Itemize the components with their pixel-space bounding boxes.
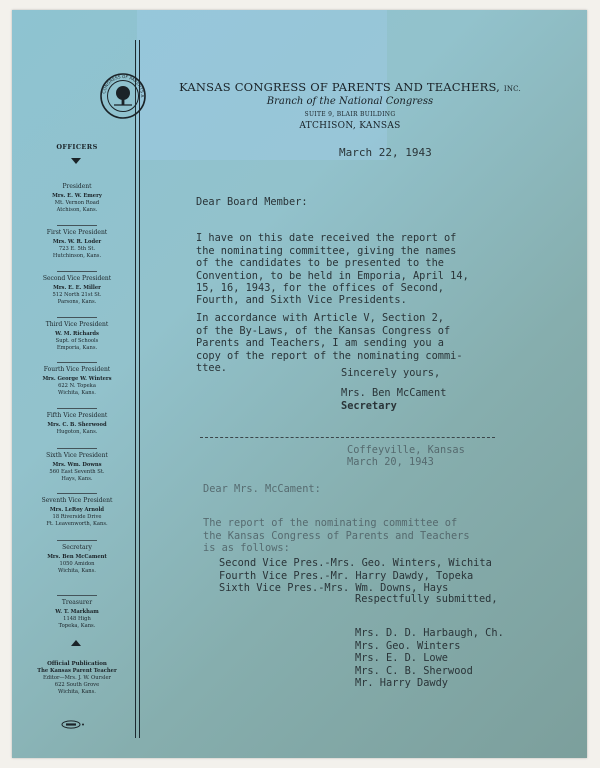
officer-address-line: Supt. of Schools: [55, 338, 99, 344]
officer-block: [20, 183, 134, 214]
officer-role: Third Vice President: [45, 321, 109, 328]
publication-line: 622 South Grove: [54, 682, 100, 688]
officer-block: [20, 544, 134, 575]
officer-separator: [57, 225, 97, 226]
officer-address-line: 1050 Amidon: [59, 561, 95, 567]
officers-heading: OFFICERS: [56, 143, 98, 151]
sidebar-rule-right: [139, 40, 140, 738]
letter-signer-title: Secretary: [341, 400, 397, 412]
officer-name: Mrs. E. E. Miller: [53, 285, 101, 291]
officer-address-line: Parsons, Kans.: [57, 299, 97, 305]
sidebar-rule-left: [135, 40, 136, 738]
officer-address-line: 1148 High: [63, 616, 91, 622]
letterhead-branch: Branch of the National Congress: [266, 96, 434, 107]
triangle-up-icon: [71, 640, 81, 646]
letter-salutation: Dear Board Member:: [196, 196, 308, 208]
officer-role: Fourth Vice President: [43, 366, 111, 373]
officer-block: [20, 275, 134, 306]
publication-heading: Official Publication: [47, 661, 107, 667]
officer-address-line: Wichita, Kans.: [58, 390, 96, 396]
report-intro: The report of the nominating committee of the Kansas Congress of Parents and Teachers is as follows:: [203, 517, 470, 555]
svg-text:CONGRESS OF PARENTS AND TEACHE: CONGRESS OF PARENTS A: [101, 73, 146, 98]
officer-separator: [57, 362, 97, 363]
officer-address-line: Topeka, Kans.: [58, 623, 96, 629]
officer-address-line: 622 N. Topeka: [58, 383, 96, 389]
letterhead-organization: KANSAS CONGRESS OF PARENTS AND TEACHERS, INC.: [179, 80, 521, 94]
officer-separator: [57, 540, 97, 541]
officer-role: Sixth Vice President: [46, 452, 108, 459]
officer-block: [20, 412, 134, 436]
officer-role: Fifth Vice President: [46, 412, 108, 419]
officer-role: First Vice President: [46, 229, 108, 236]
report-date: March 20, 1943: [347, 456, 434, 468]
officer-name: Mrs. George W. Winters: [42, 376, 112, 382]
officer-separator: [57, 493, 97, 494]
officer-name: W. M. Richards: [55, 331, 99, 337]
officer-separator: [57, 408, 97, 409]
report-closing: Respectfully submitted,: [355, 593, 498, 605]
officer-address-line: Emporia, Kans.: [56, 345, 98, 351]
officer-separator: [57, 595, 97, 596]
officer-role: Second Vice President: [42, 275, 112, 282]
report-salutation: Dear Mrs. McCament:: [203, 483, 321, 495]
letter-signer-name: Mrs. Ben McCament: [341, 387, 447, 399]
officer-address-line: 560 East Seventh St.: [49, 469, 105, 475]
officer-name: W. T. Markham: [55, 609, 99, 615]
officer-role: President: [62, 183, 92, 190]
officer-address-line: Hutchinson, Kans.: [52, 253, 102, 259]
officer-block: [20, 452, 134, 483]
officer-name: Mrs. Ben McCament: [47, 554, 107, 560]
letter-paragraph-1: I have on this date received the report of the nominating committee, giving the names of the candidates to be presented to the Convention, to be held in Emporia, April 14, 15, 16, 1943, for the offices of Second, Fourth, and Sixth Vice Presidents.: [196, 232, 469, 307]
officer-name: Mrs. C. B. Sherwood: [47, 422, 107, 428]
union-badge-icon: [60, 720, 86, 729]
officer-block: [20, 321, 134, 352]
publication-block: [20, 660, 134, 696]
officer-block: [20, 229, 134, 260]
report-committee: Mrs. D. D. Harbaugh, Ch. Mrs. Geo. Winters Mrs. E. D. Lowe Mrs. C. B. Sherwood Mr. Harry Dawdy: [355, 627, 504, 690]
officer-name: Mrs. Wm. Downs: [52, 462, 102, 468]
section-divider: [200, 437, 495, 438]
officer-name: Mrs. E. W. Emery: [52, 193, 102, 199]
officer-address-line: Mt. Vernon Road: [54, 200, 100, 206]
officer-role: Treasurer: [61, 599, 93, 606]
officer-address-line: 18 Riverside Drive: [52, 514, 102, 520]
officer-name: Mrs. W. R. Loder: [52, 239, 102, 245]
publication-line: Wichita, Kans.: [58, 689, 96, 695]
report-nominations: Second Vice Pres.-Mrs. Geo. Winters, Wichita Fourth Vice Pres.-Mr. Harry Dawdy, Topeka Sixth Vice Pres.-Mrs. Wm. Downs, Hays: [219, 557, 492, 595]
officer-address-line: Hays, Kans.: [61, 476, 93, 482]
officer-block: [20, 599, 134, 630]
officer-address-line: 723 E. 5th St.: [58, 246, 96, 252]
letterhead-city: ATCHISON, KANSAS: [299, 121, 401, 131]
officer-name: Mrs. LeRoy Arnold: [49, 507, 105, 513]
letter-closing: Sincerely yours,: [341, 367, 441, 379]
officer-address-line: Hugoton, Kans.: [56, 429, 98, 435]
officer-role: Secretary: [62, 544, 92, 551]
officer-block: [20, 366, 134, 397]
publication-line: Editor—Mrs. J. W. Oursler: [42, 675, 112, 681]
officer-address-line: Ft. Leavenworth, Kans.: [46, 521, 108, 527]
officer-separator: [57, 448, 97, 449]
officer-address-line: 512 North 21st St.: [52, 292, 102, 298]
officer-block: [20, 497, 134, 528]
officer-separator: [57, 317, 97, 318]
publication-title: The Kansas Parent Teacher: [37, 668, 117, 674]
letter-paragraph-2: In accordance with Article V, Section 2, of the By-Laws, of the Kansas Congress of Parents and Teachers, I am sending you a copy of the report of the nominating commi- ttee.: [196, 312, 463, 375]
letter-date: March 22, 1943: [339, 146, 432, 159]
letterhead-suite: SUITE 9, BLAIR BUILDING: [304, 111, 396, 118]
officer-role: Seventh Vice President: [41, 497, 113, 504]
report-place: Coffeyville, Kansas: [347, 444, 465, 456]
officer-address-line: Atchison, Kans.: [56, 207, 98, 213]
officer-address-line: Wichita, Kans.: [58, 568, 96, 574]
officer-separator: [57, 271, 97, 272]
triangle-down-icon: [71, 158, 81, 164]
